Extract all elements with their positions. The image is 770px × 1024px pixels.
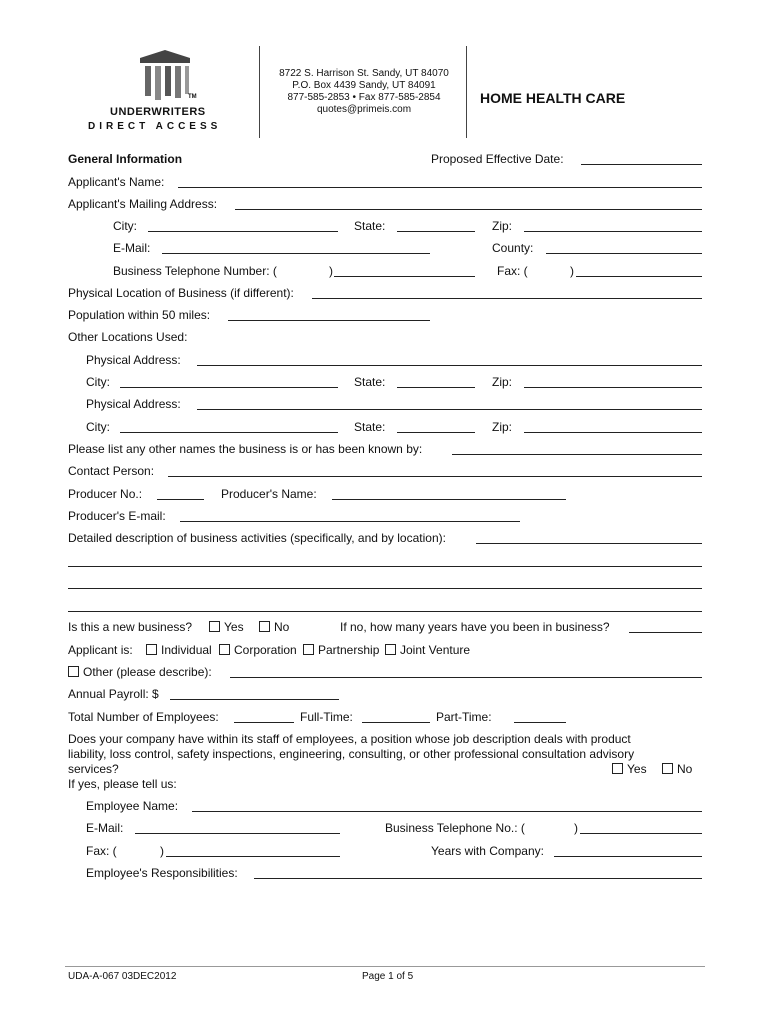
producer-email-field[interactable] [180,521,520,522]
corporation-option[interactable] [219,643,297,657]
population-label: Population within 50 miles: [68,308,211,322]
form-code: UDA-A-067 03DEC2012 [68,971,177,982]
business-phone-label: Business Telephone Number: ( [113,264,277,278]
annual-payroll-label: Annual Payroll: $ [68,687,159,701]
address-line1: 8722 S. Harrison St. Sandy, UT 84070 [279,68,449,79]
checkbox-icon[interactable] [612,763,623,774]
zip-field-3[interactable] [524,432,702,433]
fax-label: Fax: ( [497,264,528,278]
checkbox-icon[interactable] [68,666,79,677]
checkbox-icon[interactable] [303,644,314,655]
yes-label: Yes [224,620,244,634]
checkbox-icon[interactable] [219,644,230,655]
responsibilities-field[interactable] [254,878,702,879]
producer-name-field[interactable] [332,499,566,500]
staff-yes-option[interactable] [612,762,647,776]
producer-no-label: Producer No.: [68,487,143,501]
new-business-yes-option[interactable] [209,620,244,634]
emp-business-phone-field[interactable] [580,833,702,834]
employee-name-label: Employee Name: [86,799,179,813]
page-title: HOME HEALTH CARE [480,90,626,106]
yes-label: Yes [627,762,647,776]
physical-address-label-2: Physical Address: [86,397,181,411]
years-in-business-label: If no, how many years have you been in business? [340,620,610,634]
proposed-date-field[interactable] [581,164,702,165]
emp-email-field[interactable] [135,833,340,834]
mailing-address-field[interactable] [235,209,702,210]
question-line3: services? [68,762,119,776]
county-field[interactable] [546,253,702,254]
emp-business-phone-label: Business Telephone No.: ( [385,821,525,835]
contact-email: quotes@primeis.com [316,104,412,115]
checkbox-icon[interactable] [209,621,220,632]
city-label-2: City: [86,375,110,389]
physical-location-label: Physical Location of Business (if different): [68,286,294,300]
no-label: No [274,620,290,634]
state-label-3: State: [354,420,386,434]
footer-divider [65,966,705,967]
phone-fax: 877-585-2853 • Fax 877-585-2854 [287,92,441,103]
logo-line1: UNDERWRITERS [110,106,206,118]
city-field-2[interactable] [120,387,338,388]
producer-no-field[interactable] [157,499,204,500]
logo-line2: DIRECT ACCESS [88,121,222,132]
part-time-label: Part-Time: [436,710,492,724]
question-line2: liability, loss control, safety inspections, engineering, consulting, or other professional consultation advisory [68,747,635,761]
responsibilities-label: Employee's Responsibilities: [86,866,238,880]
description-field-4[interactable] [68,611,702,612]
years-in-business-field[interactable] [629,632,702,633]
full-time-field[interactable] [362,722,430,723]
zip-label-3: Zip: [492,420,513,434]
staff-no-option[interactable] [662,762,692,776]
proposed-date-label: Proposed Effective Date: [431,152,564,166]
description-label: Detailed description of business activities (specifically, and by location): [68,531,446,545]
physical-location-field[interactable] [312,298,702,299]
header-divider-left [259,46,260,138]
population-field[interactable] [228,320,430,321]
business-phone-paren: ) [329,264,333,278]
address-line2: P.O. Box 4439 Sandy, UT 84091 [292,80,436,91]
header-address [262,68,466,116]
state-field[interactable] [397,231,475,232]
physical-address-field-2[interactable] [197,409,702,410]
other-names-field[interactable] [452,454,702,455]
state-label-2: State: [354,375,386,389]
fax-field[interactable] [576,276,702,277]
email-label: E-Mail: [113,241,151,255]
no-label: No [677,762,693,776]
years-with-company-label: Years with Company: [431,844,544,858]
city-label-3: City: [86,420,110,434]
description-field-1[interactable] [476,543,702,544]
checkbox-icon[interactable] [662,763,673,774]
email-field[interactable] [162,253,430,254]
individual-label: Individual [161,643,212,657]
emp-fax-label: Fax: ( [86,844,117,858]
other-describe-label: Other (please describe): [83,665,212,679]
city-field[interactable] [148,231,338,232]
annual-payroll-field[interactable] [170,699,339,700]
producer-email-label: Producer's E-mail: [68,509,166,523]
emp-fax-paren: ) [160,844,164,858]
question-line1: Does your company have within its staff of employees, a position whose job description deals with product [68,732,631,746]
checkbox-icon[interactable] [385,644,396,655]
emp-email-label: E-Mail: [86,821,124,835]
physical-address-field-1[interactable] [197,365,702,366]
new-business-no-option[interactable] [259,620,289,634]
description-field-2[interactable] [68,566,702,567]
logo-tm: TM [188,94,197,100]
applicant-name-label: Applicant's Name: [68,175,165,189]
page-number: Page 1 of 5 [362,971,414,982]
mailing-address-label: Applicant's Mailing Address: [68,197,218,211]
joint-venture-option[interactable] [385,643,470,657]
producer-name-label: Producer's Name: [221,487,317,501]
applicant-name-field[interactable] [178,187,702,188]
partnership-label: Partnership [318,643,380,657]
general-info-heading: General Information [68,152,183,166]
state-field-3[interactable] [397,432,475,433]
checkbox-icon[interactable] [146,644,157,655]
other-option[interactable] [68,665,212,679]
if-yes-label: If yes, please tell us: [68,777,177,791]
contact-person-label: Contact Person: [68,464,155,478]
emp-business-phone-paren: ) [574,821,578,835]
new-business-label: Is this a new business? [68,620,193,634]
zip-field[interactable] [524,231,702,232]
building-logo-icon [85,48,245,108]
employee-name-field[interactable] [192,811,702,812]
zip-label: Zip: [492,219,513,233]
full-time-label: Full-Time: [300,710,353,724]
other-locations-label: Other Locations Used: [68,330,188,344]
zip-field-2[interactable] [524,387,702,388]
business-phone-field[interactable] [334,276,475,277]
applicant-is-label: Applicant is: [68,643,133,657]
fax-paren: ) [570,264,574,278]
other-describe-field[interactable] [230,677,702,678]
checkbox-icon[interactable] [259,621,270,632]
contact-person-field[interactable] [168,476,702,477]
state-field-2[interactable] [397,387,475,388]
partnership-option[interactable] [303,643,379,657]
description-field-3[interactable] [68,588,702,589]
years-with-company-field[interactable] [554,856,702,857]
other-names-label: Please list any other names the business is or has been known by: [68,442,423,456]
physical-address-label-1: Physical Address: [86,353,181,367]
state-label: State: [354,219,386,233]
total-employees-field[interactable] [234,722,294,723]
zip-label-2: Zip: [492,375,513,389]
county-label: County: [492,241,534,255]
individual-option[interactable] [146,643,212,657]
part-time-field[interactable] [514,722,566,723]
corporation-label: Corporation [234,643,297,657]
header-divider-right [466,46,467,138]
logo [85,48,245,138]
emp-fax-field[interactable] [166,856,340,857]
city-label: City: [113,219,137,233]
city-field-3[interactable] [120,432,338,433]
total-employees-label: Total Number of Employees: [68,710,219,724]
joint-venture-label: Joint Venture [400,643,471,657]
